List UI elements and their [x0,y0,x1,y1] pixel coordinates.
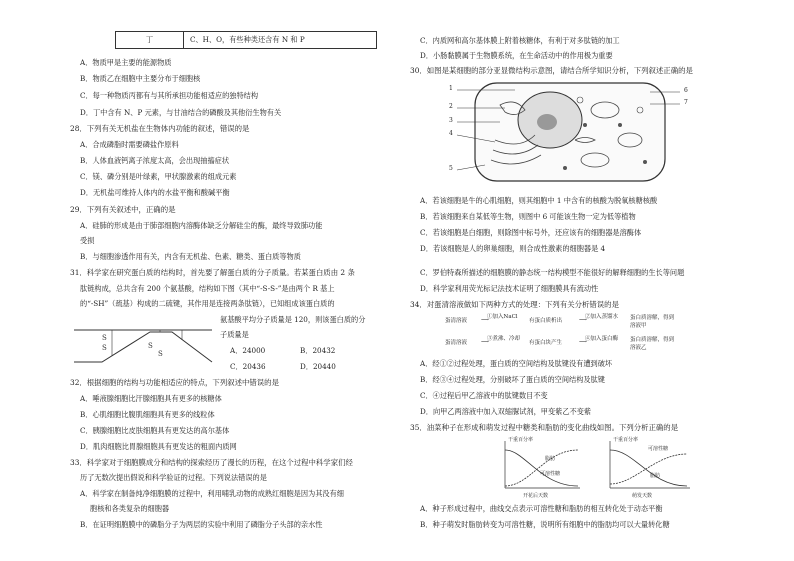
option-line: D．向甲乙两溶液中加入双缩脲试剂，甲变紫乙不变紫 [420,407,592,416]
option-line: 受损 [80,236,95,245]
option-line: D．丁中含有 N、P 元素，与甘油结合的磷酸及其他衍生物有关 [80,108,282,117]
question-text: 31．科学家在研究蛋白质的结构时，首先要了解蛋白质的分子质量。若某蛋白质由 2 条 [70,268,355,277]
graph-ylabel: 干重百分率 [508,437,534,443]
question-text: 30．如图是某细胞的部分亚显微结构示意图，请结合所学知识分析，下列叙述正确的是 [410,66,693,75]
option-line: D．无机盐可维持人体内的水盐平衡和酸碱平衡 [80,188,230,197]
option-line: C．20436 [230,362,266,371]
option-line: D．小肠黏膜属于生物膜系统，在生命活动中的作用极为重要 [420,51,613,60]
option-line: A．经①②过程处理，蛋白质的空间结构及肽键没有遭到破坏 [420,359,613,368]
cell-structure-diagram [455,80,685,185]
diagram-label: 7 [684,99,688,106]
flow-mid: 有蛋白块产生 [529,340,563,346]
question-text: 35．油菜种子在形成和萌发过程中糖类和脂肪的变化曲线如图。下列分析正确的是 [410,423,679,432]
graph-series-label: 可溶性糖 [540,471,561,477]
option-line: C．内质网和高尔基体膜上附着核糖体，有利于对多肽链的加工 [420,36,620,45]
question-text: 子质量是 [220,330,249,339]
graph-xlabel: 萌发天数 [632,493,653,499]
svg-text:S: S [102,344,107,352]
option-line: D．20440 [300,362,336,371]
graph-germination [595,436,695,500]
flow-diagram: 蛋清溶液 ①加入NaCl ⟶ 有蛋白质析出 ②加入蒸馏水 ⟶ 蛋白质溶解，得到溶液甲 蛋清溶液 ③煮沸、冷却 ⟶ 有蛋白块产生 ④加入蛋白酶 ⟶ 蛋白质溶解，得到溶液乙 [445,312,705,354]
flow-start: 蛋清溶液 [445,340,468,346]
option-line: A．唾液腺细胞比汗腺细胞具有更多的核糖体 [80,394,222,403]
option-line: A．硅肺的形成是由于肺部细胞内溶酶体缺乏分解硅尘的酶，最终导致肺功能 [80,221,323,230]
question-text: 28．下列有关无机盐在生物体内功能的叙述，错误的是 [70,124,250,133]
graph-series-label: 脂肪 [545,456,556,462]
svg-text:S: S [102,334,107,342]
option-line: C．罗伯特森所描述的细胞膜的静态统一结构模型不能很好的解释细胞的生长等问题 [420,268,685,277]
option-line: A．合成磷脂时需要磷盐作原料 [80,140,179,149]
option-line: B．种子萌发时脂肪转变为可溶性糖，说明所有细胞中的脂肪均可以大量转化糖 [420,520,670,529]
option-line: C．胰腺细胞比皮肤细胞具有更发达的高尔基体 [80,426,230,435]
question-text: 33．科学家对于细胞膜成分和结构的探索经历了漫长的历程，在这个过程中科学家们经 [70,458,353,467]
option-line: B．与细胞渗透作用有关，内含有无机盐、色素、糖类、蛋白质等物质 [80,252,301,261]
option-line: B．心肌细胞比腹肌细胞具有更多的线粒体 [80,410,215,419]
question-text: 32．根据细胞的结构与功能相适应的特点，下列叙述中错误的是 [70,378,279,387]
option-line: B．经③④过程处理，分别破坏了蛋白质的空间结构及肽键 [420,375,605,384]
option-line: A．若该细胞是牛的心肌细胞，则其细胞中 1 中含有的核酸为脱氧核糖核酸 [420,196,658,205]
option-line: A．24000 [230,346,266,355]
option-line: D．科学家利用荧光标记法技术证明了细胞膜具有流动性 [420,284,599,293]
question-text: 氨基酸平均分子质量是 120，则该蛋白质的分 [220,315,366,324]
svg-text:S: S [148,342,153,350]
peptide-disulfide-diagram [72,318,217,368]
diagram-label: 6 [684,87,688,94]
option-line: B．在证明细胞膜中的磷脂分子为两层的实验中利用了磷脂分子头部的亲水性 [80,520,323,529]
flow-end: 蛋白质溶解，得到溶液乙 [630,337,675,351]
graph-series-label: 脂肪 [650,473,661,479]
diagram-label: 4 [449,130,453,137]
option-line: B．人体血液钙离子浓度太高，会出现抽搐症状 [80,156,230,165]
flow-end: 蛋白质溶解，得到溶液甲 [630,315,675,329]
question-text: 历了无数次提出假说和科学验证的过程。下列说法错误的是 [80,473,267,482]
question-text: 34．对蛋清溶液做如下两种方式的处理：下列有关分析错误的是 [410,300,619,309]
option-line: C．镁、磷分别是叶绿素，甲状腺激素的组成元素 [80,172,237,181]
diagram-label: 5 [449,165,453,172]
flow-step: ③煮沸、冷却 [487,336,521,342]
graph-formation [490,436,585,500]
option-line: B．20432 [300,346,336,355]
question-text: 肽链构成，总共含有 200 个氨基酸，结构如下图（其中“-S-S-”是由两个 R 基上 [80,284,335,293]
flow-mid: 有蛋白质析出 [529,318,563,324]
option-line: 胞核和各类复杂的细胞器 [90,504,170,513]
graph-series-label: 可溶性糖 [648,446,669,452]
option-line: D．肌肉细胞比胃腺细胞具有更发达的粗面内质网 [80,442,237,451]
option-line: C．若该细胞是白细胞，则除图中标号外，还应该有的细胞器是溶酶体 [420,228,642,237]
question-text: 29．下列有关叙述中，正确的是 [70,205,176,214]
flow-step: ②加入蒸馏水 [585,314,619,320]
option-line: A．种子形成过程中，曲线交点表示可溶性糖和脂肪的相互转化处于动态平衡 [420,504,663,513]
option-line: B．若该细胞来自某低等生物，则图中 6 可能该生物一定为低等植物 [420,212,636,221]
svg-text:S: S [158,350,163,358]
option-line: A．物质甲是主要的能源物质 [80,58,172,67]
flow-start: 蛋清溶液 [445,318,468,324]
table-cell: 丁 [116,32,184,49]
option-line: A．科学家在制备纯净细胞膜的过程中，利用哺乳动物的成熟红细胞是因为其没有细 [80,489,344,498]
flow-step: ①加入NaCl [487,314,518,320]
graph-xlabel: 开花后天数 [523,493,549,499]
option-line: D．若该细胞是人的卵巢细胞，则合成性激素的细胞器是 4 [420,244,606,253]
option-line: C．每一种物质丙都有与其所承担功能相适应的独特结构 [80,91,259,100]
table-cell: C、H、O，有些种类还含有 N 和 P [184,32,377,49]
option-line: C．④过程后甲乙溶液中的肽键数目不变 [420,391,548,400]
flow-step: ④加入蛋白酶 [585,336,619,342]
diagram-label: 2 [449,103,453,110]
diagram-label: 3 [449,117,453,124]
option-line: B．物质乙在细胞中主要分布于细胞核 [80,74,201,83]
question-text: 的“-SH”（巯基）构成的二硫键，其作用是连接两条肽链），已知组成该蛋白质的 [80,299,335,308]
top-table [115,31,377,49]
diagram-label: 1 [449,85,453,92]
graph-ylabel: 干重百分率 [613,437,639,443]
